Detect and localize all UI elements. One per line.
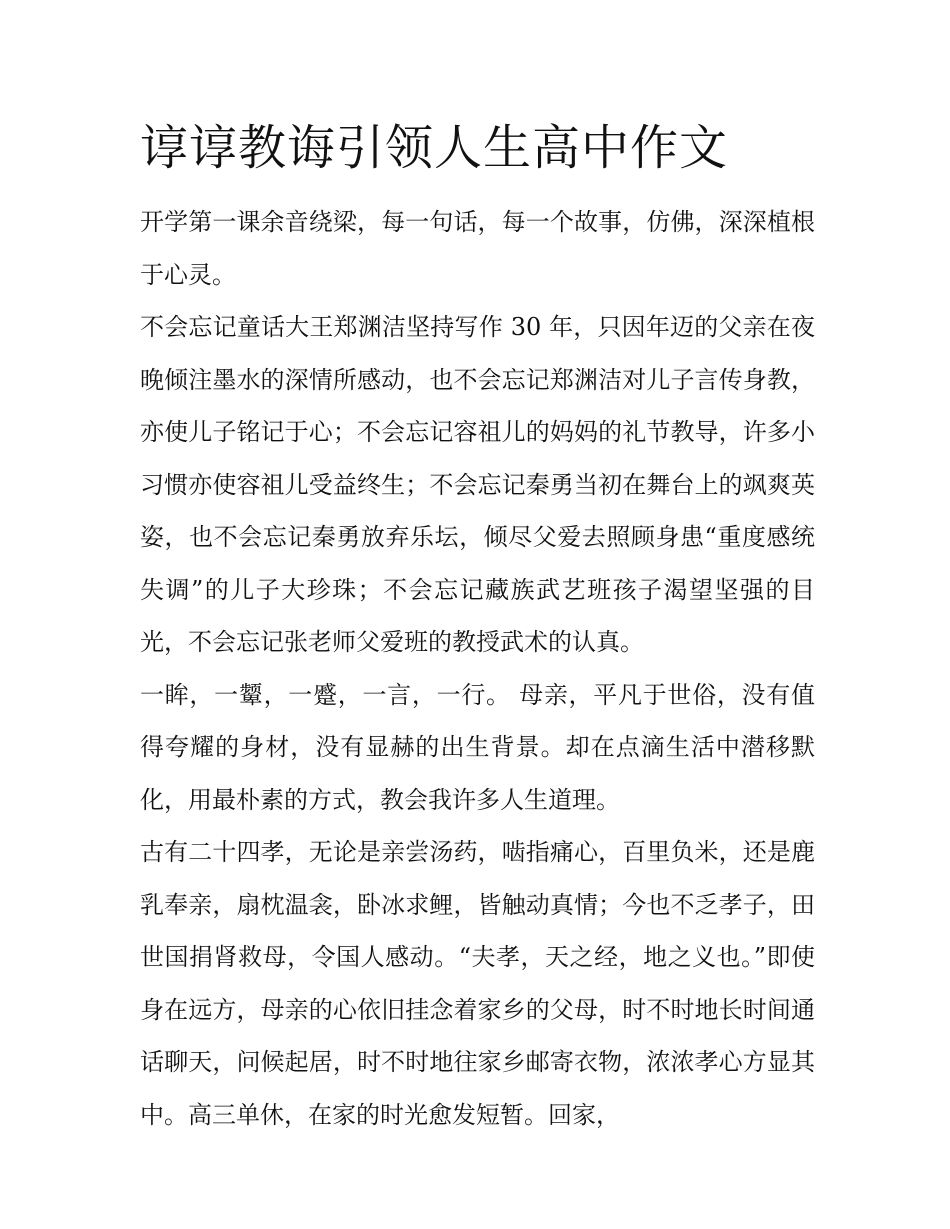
paragraph-4: 古有二十四孝，无论是亲尝汤药，啮指痛心，百里负米，还是鹿乳奉亲，扇枕温衾，卧冰求鲤，皆触动真情；今也不乏孝子，田世国捐肾救母，令国人感动。“夫孝，天之经，地之义也。”即使身在远方，母亲的心依旧挂念着家乡的父母，时不时地长时间通话聊天，问候起居，时不时地往家乡邮寄衣物，浓浓孝心方显其中。高三单休，在家的时光愈发短暂。回家，: [140, 838, 815, 1129]
paragraph-2: 不会忘记童话大王郑渊洁坚持写作 30 年，只因年迈的父亲在夜晚倾注墨水的深情所感动，也不会忘记郑渊洁对儿子言传身教，亦使儿子铭记于心；不会忘记容祖儿的妈妈的礼节教导，许多小习惯亦使容祖儿受益终生；不会忘记秦勇当初在舞台上的飒爽英姿，也不会忘记秦勇放弃乐坛，倾尽父爱去照顾身患“重度感统失调”的儿子大珍珠；不会忘记藏族武艺班孩子渴望坚强的目光，不会忘记张老师父爱班的教授武术的认真。: [140, 313, 815, 656]
essay-title: 谆谆教诲引领人生高中作文: [140, 120, 729, 176]
paragraph-3: 一眸，一颦，一蹙，一言，一行。 母亲，平凡于世俗，没有值得夸耀的身材，没有显赫的出生背景。却在点滴生活中潜移默化，用最朴素的方式，教会我许多人生道理。: [140, 680, 815, 814]
essay-body: [140, 196, 815, 1141]
paragraph-1: 开学第一课余音绕梁，每一句话，每一个故事，仿佛，深深植根于心灵。: [140, 208, 815, 289]
